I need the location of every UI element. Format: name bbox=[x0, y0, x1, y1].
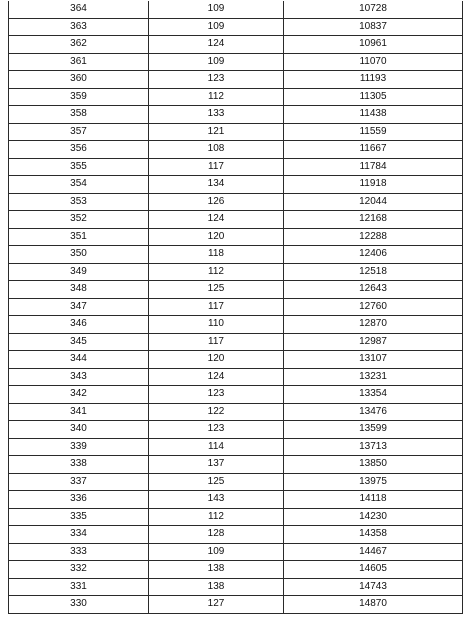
count-cell: 122 bbox=[149, 403, 284, 421]
cumulative-cell: 11305 bbox=[284, 88, 463, 106]
count-cell: 126 bbox=[149, 193, 284, 211]
cumulative-cell: 10961 bbox=[284, 36, 463, 54]
score-cell: 340 bbox=[9, 421, 149, 439]
score-cell: 363 bbox=[9, 18, 149, 36]
cumulative-cell: 12168 bbox=[284, 211, 463, 229]
score-cell: 360 bbox=[9, 71, 149, 89]
table-row bbox=[9, 543, 463, 561]
score-cell: 330 bbox=[9, 596, 149, 614]
score-table-container bbox=[8, 1, 462, 614]
cumulative-cell: 11070 bbox=[284, 53, 463, 71]
count-cell: 133 bbox=[149, 106, 284, 124]
score-table-body bbox=[9, 1, 463, 613]
score-cell: 343 bbox=[9, 368, 149, 386]
cumulative-cell: 12288 bbox=[284, 228, 463, 246]
count-cell: 117 bbox=[149, 158, 284, 176]
cumulative-cell: 13850 bbox=[284, 456, 463, 474]
count-cell: 120 bbox=[149, 228, 284, 246]
cumulative-cell: 13354 bbox=[284, 386, 463, 404]
table-row bbox=[9, 176, 463, 194]
cumulative-cell: 14605 bbox=[284, 561, 463, 579]
cumulative-cell: 12760 bbox=[284, 298, 463, 316]
cumulative-cell: 11559 bbox=[284, 123, 463, 141]
count-cell: 112 bbox=[149, 508, 284, 526]
score-cell: 341 bbox=[9, 403, 149, 421]
cumulative-cell: 14118 bbox=[284, 491, 463, 509]
cumulative-cell: 13975 bbox=[284, 473, 463, 491]
score-cell: 333 bbox=[9, 543, 149, 561]
count-cell: 114 bbox=[149, 438, 284, 456]
count-cell: 120 bbox=[149, 351, 284, 369]
cumulative-cell: 14358 bbox=[284, 526, 463, 544]
cumulative-cell: 11438 bbox=[284, 106, 463, 124]
count-cell: 134 bbox=[149, 176, 284, 194]
score-cell: 362 bbox=[9, 36, 149, 54]
count-cell: 143 bbox=[149, 491, 284, 509]
table-row bbox=[9, 578, 463, 596]
score-cell: 364 bbox=[9, 1, 149, 18]
table-row bbox=[9, 141, 463, 159]
score-cell: 335 bbox=[9, 508, 149, 526]
cumulative-cell: 13599 bbox=[284, 421, 463, 439]
table-row bbox=[9, 1, 463, 18]
table-row bbox=[9, 491, 463, 509]
cumulative-cell: 12406 bbox=[284, 246, 463, 264]
cumulative-cell: 11918 bbox=[284, 176, 463, 194]
table-row bbox=[9, 228, 463, 246]
count-cell: 138 bbox=[149, 578, 284, 596]
count-cell: 117 bbox=[149, 298, 284, 316]
table-row bbox=[9, 193, 463, 211]
table-row bbox=[9, 53, 463, 71]
count-cell: 128 bbox=[149, 526, 284, 544]
score-cell: 352 bbox=[9, 211, 149, 229]
count-cell: 121 bbox=[149, 123, 284, 141]
score-cell: 332 bbox=[9, 561, 149, 579]
score-cell: 339 bbox=[9, 438, 149, 456]
cumulative-cell: 13107 bbox=[284, 351, 463, 369]
cumulative-cell: 13231 bbox=[284, 368, 463, 386]
score-cell: 359 bbox=[9, 88, 149, 106]
table-row bbox=[9, 18, 463, 36]
count-cell: 112 bbox=[149, 88, 284, 106]
cumulative-cell: 12643 bbox=[284, 281, 463, 299]
score-cell: 349 bbox=[9, 263, 149, 281]
cumulative-cell: 11667 bbox=[284, 141, 463, 159]
table-row bbox=[9, 106, 463, 124]
table-row bbox=[9, 316, 463, 334]
table-row bbox=[9, 246, 463, 264]
count-cell: 109 bbox=[149, 543, 284, 561]
count-cell: 124 bbox=[149, 368, 284, 386]
count-cell: 112 bbox=[149, 263, 284, 281]
count-cell: 124 bbox=[149, 211, 284, 229]
table-row bbox=[9, 456, 463, 474]
cumulative-cell: 10728 bbox=[284, 1, 463, 18]
table-row bbox=[9, 351, 463, 369]
count-cell: 109 bbox=[149, 53, 284, 71]
count-cell: 138 bbox=[149, 561, 284, 579]
table-row bbox=[9, 596, 463, 614]
score-cell: 354 bbox=[9, 176, 149, 194]
table-row bbox=[9, 36, 463, 54]
cumulative-cell: 13713 bbox=[284, 438, 463, 456]
table-row bbox=[9, 438, 463, 456]
cumulative-cell: 14743 bbox=[284, 578, 463, 596]
score-cell: 338 bbox=[9, 456, 149, 474]
table-row bbox=[9, 298, 463, 316]
count-cell: 123 bbox=[149, 421, 284, 439]
cumulative-cell: 14467 bbox=[284, 543, 463, 561]
count-cell: 123 bbox=[149, 386, 284, 404]
count-cell: 125 bbox=[149, 281, 284, 299]
table-row bbox=[9, 211, 463, 229]
table-row bbox=[9, 473, 463, 491]
table-row bbox=[9, 368, 463, 386]
score-cell: 347 bbox=[9, 298, 149, 316]
score-cell: 342 bbox=[9, 386, 149, 404]
table-row bbox=[9, 403, 463, 421]
count-cell: 123 bbox=[149, 71, 284, 89]
score-cell: 331 bbox=[9, 578, 149, 596]
table-row bbox=[9, 123, 463, 141]
score-cell: 358 bbox=[9, 106, 149, 124]
table-row bbox=[9, 88, 463, 106]
score-cell: 346 bbox=[9, 316, 149, 334]
score-cell: 344 bbox=[9, 351, 149, 369]
count-cell: 110 bbox=[149, 316, 284, 334]
cumulative-cell: 13476 bbox=[284, 403, 463, 421]
count-cell: 117 bbox=[149, 333, 284, 351]
cumulative-cell: 11193 bbox=[284, 71, 463, 89]
count-cell: 109 bbox=[149, 18, 284, 36]
cumulative-cell: 12870 bbox=[284, 316, 463, 334]
score-cell: 337 bbox=[9, 473, 149, 491]
cumulative-cell: 10837 bbox=[284, 18, 463, 36]
count-cell: 124 bbox=[149, 36, 284, 54]
score-cell: 356 bbox=[9, 141, 149, 159]
table-row bbox=[9, 71, 463, 89]
table-row bbox=[9, 561, 463, 579]
score-cell: 357 bbox=[9, 123, 149, 141]
table-row bbox=[9, 158, 463, 176]
table-row bbox=[9, 386, 463, 404]
cumulative-cell: 11784 bbox=[284, 158, 463, 176]
count-cell: 118 bbox=[149, 246, 284, 264]
cumulative-cell: 12518 bbox=[284, 263, 463, 281]
table-row bbox=[9, 526, 463, 544]
table-row bbox=[9, 421, 463, 439]
score-cell: 336 bbox=[9, 491, 149, 509]
table-row bbox=[9, 508, 463, 526]
cumulative-cell: 12044 bbox=[284, 193, 463, 211]
cumulative-cell: 14870 bbox=[284, 596, 463, 614]
count-cell: 109 bbox=[149, 1, 284, 18]
score-cell: 348 bbox=[9, 281, 149, 299]
table-row bbox=[9, 281, 463, 299]
score-table bbox=[8, 1, 463, 614]
score-cell: 353 bbox=[9, 193, 149, 211]
score-cell: 334 bbox=[9, 526, 149, 544]
count-cell: 125 bbox=[149, 473, 284, 491]
table-row bbox=[9, 333, 463, 351]
count-cell: 127 bbox=[149, 596, 284, 614]
score-cell: 350 bbox=[9, 246, 149, 264]
count-cell: 137 bbox=[149, 456, 284, 474]
cumulative-cell: 14230 bbox=[284, 508, 463, 526]
cumulative-cell: 12987 bbox=[284, 333, 463, 351]
score-cell: 355 bbox=[9, 158, 149, 176]
score-cell: 351 bbox=[9, 228, 149, 246]
count-cell: 108 bbox=[149, 141, 284, 159]
score-cell: 345 bbox=[9, 333, 149, 351]
table-row bbox=[9, 263, 463, 281]
score-cell: 361 bbox=[9, 53, 149, 71]
